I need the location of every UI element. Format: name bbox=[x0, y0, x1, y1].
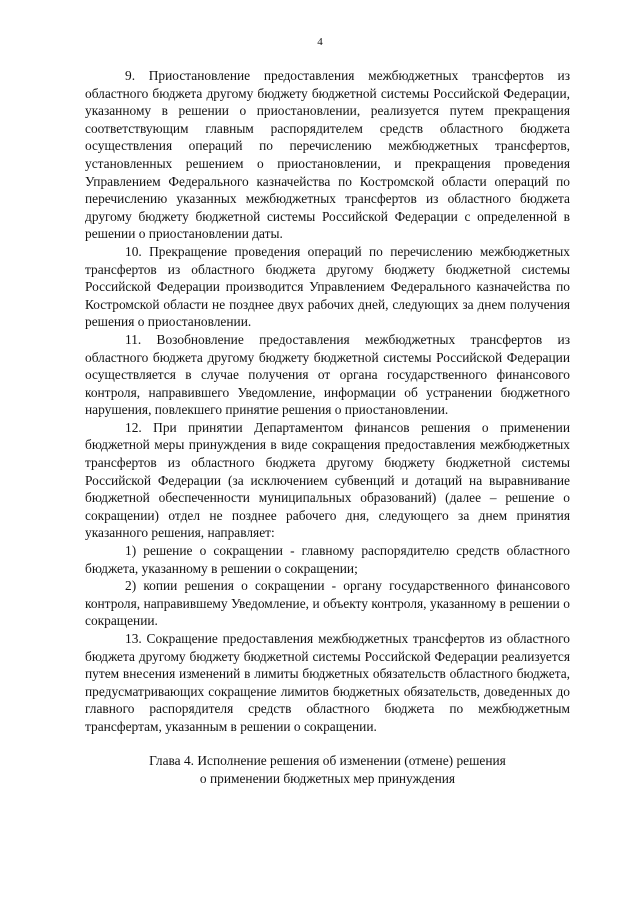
paragraph-12: 12. При принятии Департаментом финансов решения о применении бюджетной меры принуждения в виде сокращения предоставления межбюджетных трансфертов из областного бюджета другому бюджету бюджетной системы Российской Федерации (за исключением субвенций и дотаций на выравнивание бюджетной обеспеченности муниципальных образований) (далее – решение о сокращении) отдел не позднее рабочего дня, следующего за днем принятия указанного решения, направляет: bbox=[85, 419, 570, 541]
paragraph-10: 10. Прекращение проведения операций по перечислению межбюджетных трансфертов из областного бюджета другому бюджету бюджетной системы Российской Федерации производится Управлением Федерального казначейства по Костромской области не позднее двух рабочих дней, следующих за днем получения решения о приостановлении. bbox=[85, 243, 570, 330]
list-item-1: 1) решение о сокращении - главному распорядителю средств областного бюджета, указанному в решении о сокращении; bbox=[85, 543, 570, 576]
paragraph-13: 13. Сокращение предоставления межбюджетных трансфертов из областного бюджета другому бюджету бюджетной системы Российской Федерации реализуется путем внесения изменений в лимиты бюджетных обязательств областного бюджета, предусматривающих сокращение лимитов бюджетных обязательств, доведенных до главного распорядителя средств областного бюджета по межбюджетным трансфертам, указанным в решении о сокращении. bbox=[85, 631, 570, 734]
document-body bbox=[85, 67, 570, 788]
chapter-heading-line-2: о применении бюджетных мер принуждения bbox=[199, 770, 456, 786]
list-item-2: 2) копии решения о сокращении - органу государственного финансового контроля, направившему Уведомление, и объекту контроля, указанному в решении о сокращении. bbox=[85, 578, 570, 629]
paragraph-11: 11. Возобновление предоставления межбюджетных трансфертов из областного бюджета другому бюджету бюджетной системы Российской Федерации осуществляется в случае получения от органа государственного финансового контроля, направившего Уведомление, информации об устранении бюджетного нарушения, повлекшего принятие решения о приостановлении. bbox=[85, 331, 570, 418]
chapter-heading-line-1: Глава 4. Исполнение решения об изменении (отмене) решения bbox=[149, 752, 506, 768]
paragraph-9: 9. Приостановление предоставления межбюджетных трансфертов из областного бюджета другому бюджету бюджетной системы Российской Федерации, указанному в решении о приостановлении, реализуется путем прекращения соответствующим главным распорядителем средств областного бюджета осуществления операций по перечислению межбюджетных трансфертов, установленных решением о приостановлении, и прекращения проведения Управлением Федерального казначейства по Костромской области операций по перечислению указанных межбюджетных трансфертов из областного бюджета другому бюджету бюджетной системы Российской Федерации с определенной в решении о приостановлении даты. bbox=[85, 68, 570, 242]
chapter-heading bbox=[85, 752, 570, 788]
page-number: 4 bbox=[317, 36, 323, 48]
